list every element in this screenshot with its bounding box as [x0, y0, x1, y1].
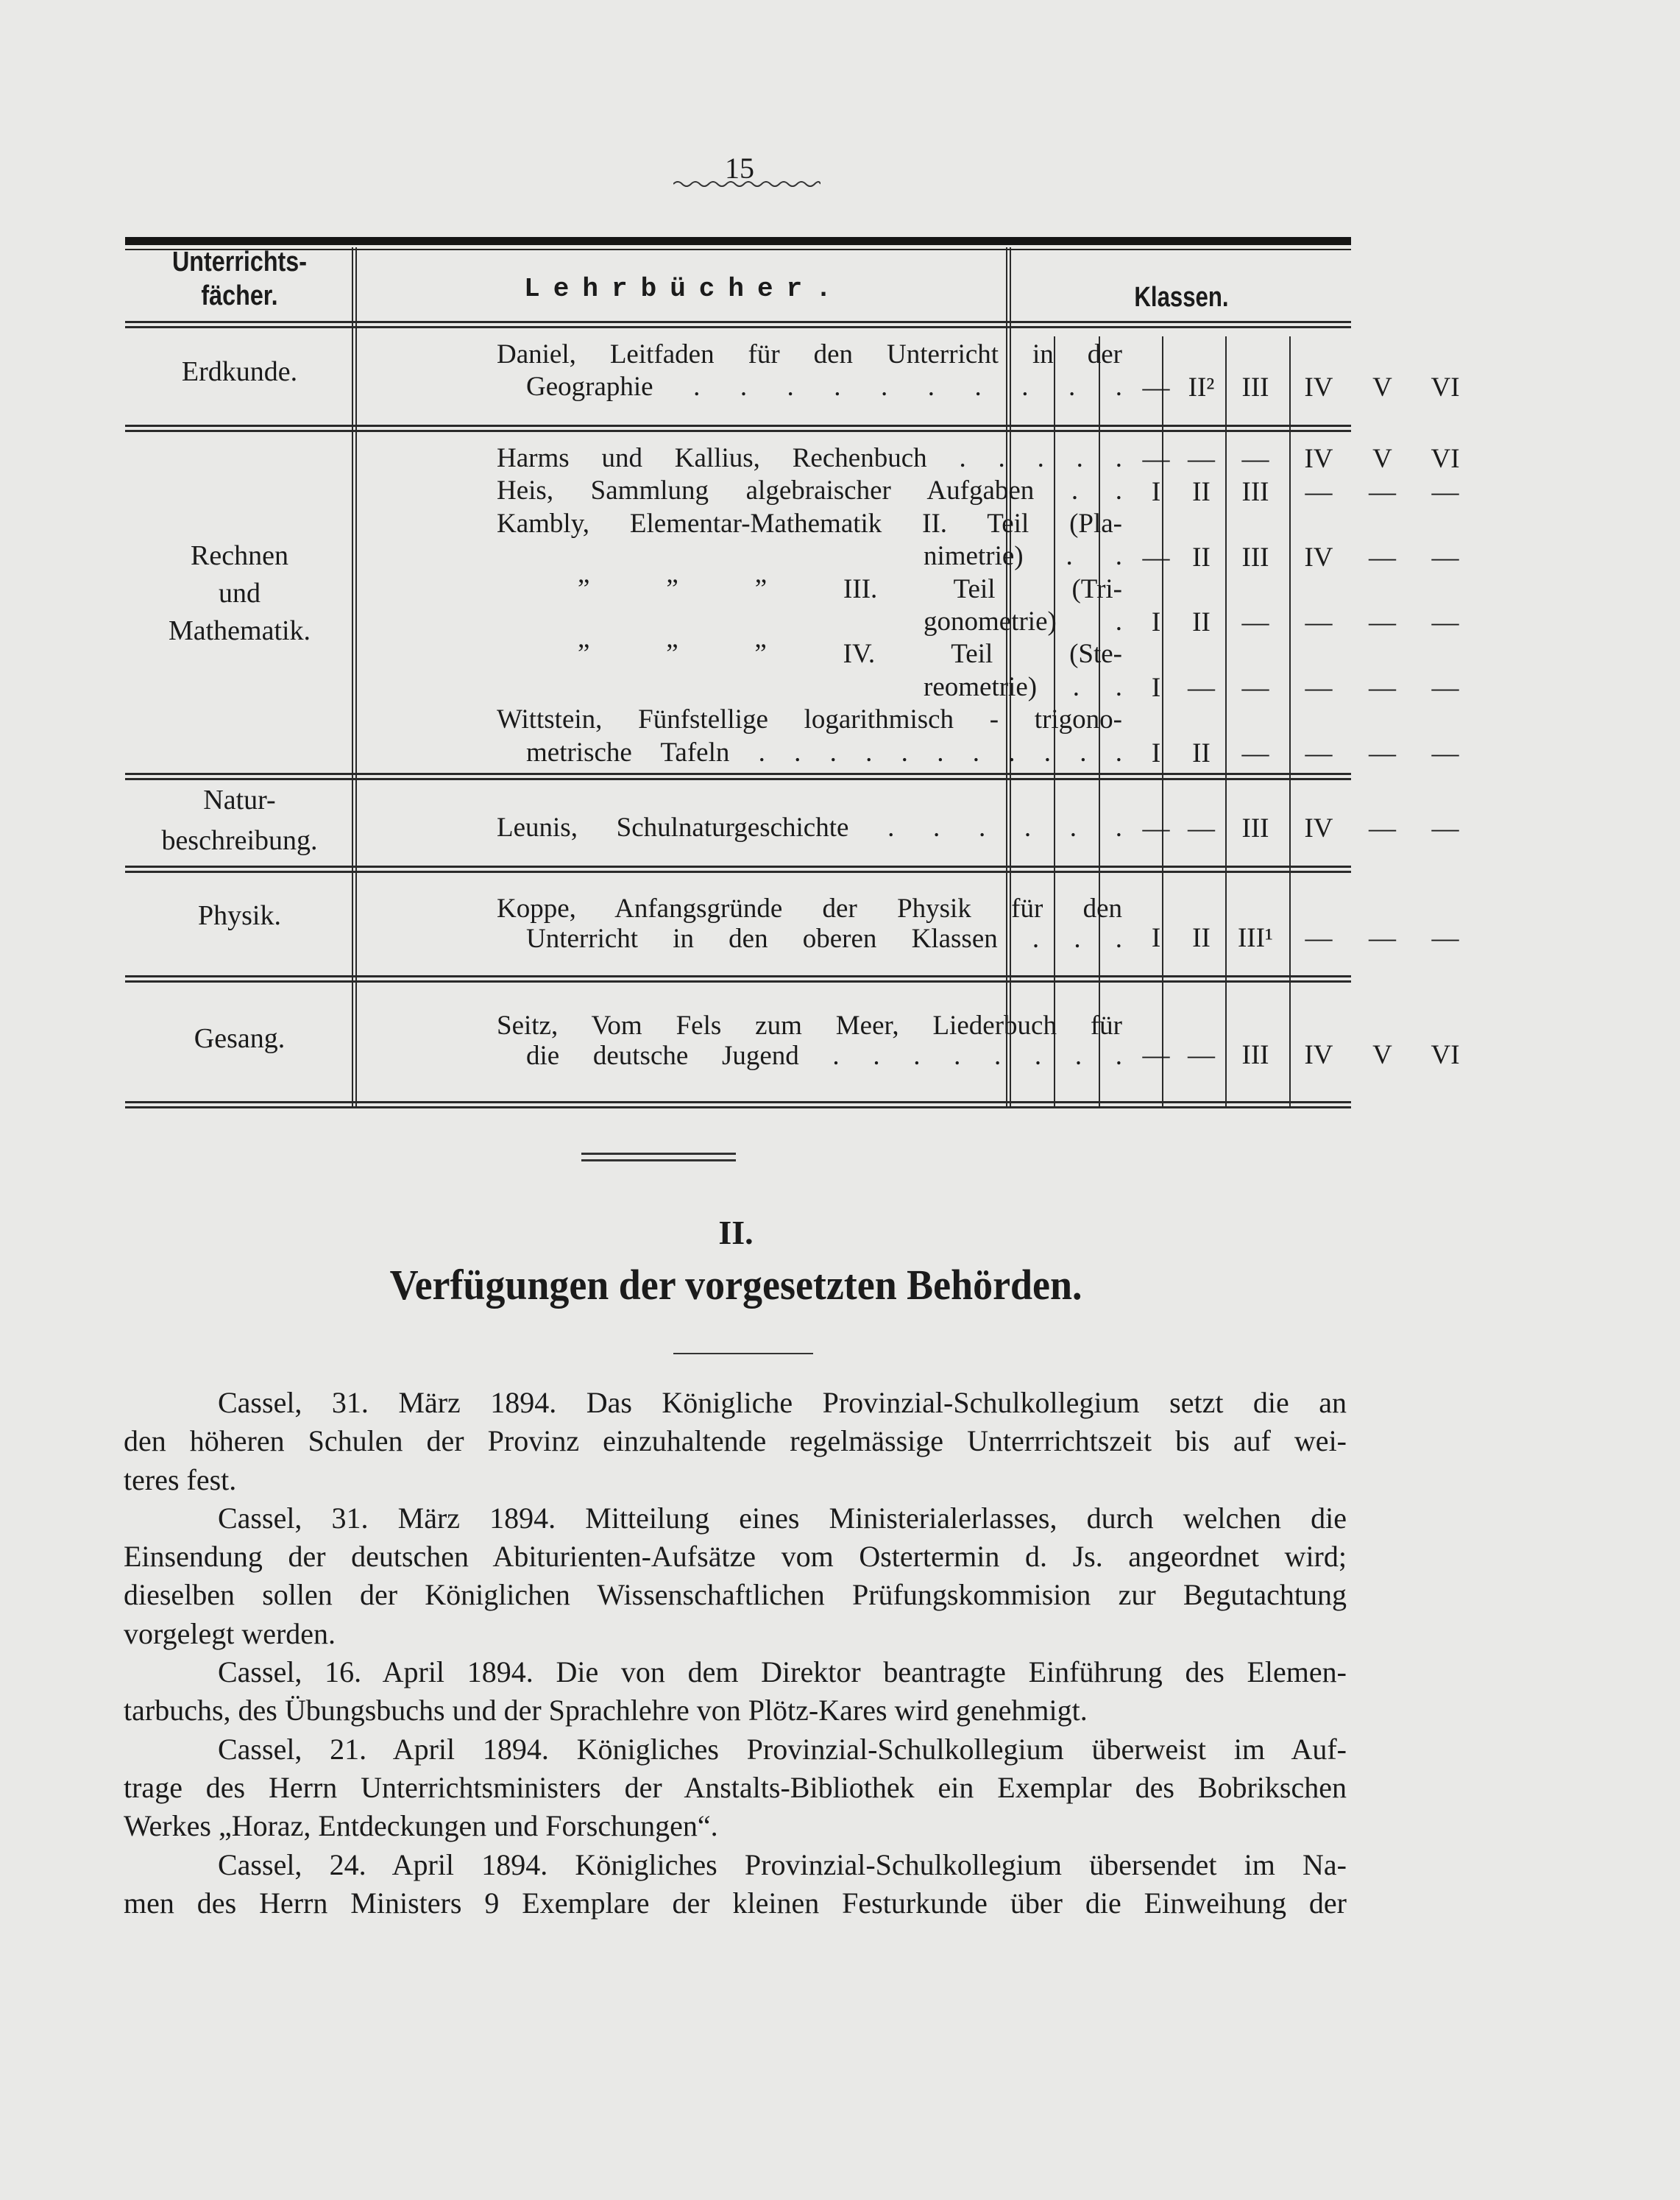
subject-label: Rechnen [191, 540, 288, 571]
textbook-line: nimetrie) . . [924, 541, 1122, 572]
header-subjects-line: fächer. [201, 280, 278, 311]
body-text [124, 1384, 1347, 1923]
subject-cell [125, 780, 354, 861]
class-mark: IV [1304, 1040, 1333, 1070]
class-mark: — [1142, 444, 1170, 475]
class-mark: — [1142, 372, 1170, 403]
textbook-entry [497, 475, 1476, 507]
subject-cell [125, 899, 354, 932]
class-mark: — [1431, 673, 1459, 704]
table-top-rule [125, 237, 1351, 245]
subject-cell [125, 356, 354, 388]
class-mark: — [1431, 813, 1459, 843]
textbook-line: reometrie) . . [924, 671, 1122, 702]
paragraph-line: Cassel, 24. April 1894. Königliches Provinzial-Schulkollegium übersendet im Na- [218, 1847, 1347, 1881]
class-mark: II [1192, 542, 1211, 573]
paragraph-line: vorgelegt werden. [124, 1616, 336, 1650]
class-mark: — [1188, 444, 1215, 475]
paragraph-line: teres fest. [124, 1462, 237, 1496]
textbook-line: Koppe, Anfangsgründe der Physik für den [497, 894, 1122, 924]
class-mark: V [1372, 1040, 1392, 1070]
class-mark: — [1188, 673, 1215, 704]
paragraph-line: den höheren Schulen der Provinz einzuhaltende regelmässige Unterrrichtszeit bis auf wei- [124, 1424, 1347, 1458]
class-marks [1133, 738, 1476, 769]
textbook-title [497, 1011, 1122, 1071]
class-mark: — [1431, 476, 1459, 507]
class-mark: — [1431, 738, 1459, 769]
class-marks [1133, 922, 1476, 954]
subject-label: Mathematik. [168, 615, 311, 646]
textbook-entry [497, 339, 1476, 403]
class-marks [1133, 372, 1476, 403]
class-mark: II [1192, 923, 1211, 953]
class-mark: — [1305, 738, 1333, 769]
textbook-line: Harms und Kallius, Rechenbuch . . . . . [497, 443, 1122, 473]
subject-label: Erdkunde. [181, 356, 298, 387]
class-mark: IV [1304, 813, 1333, 843]
textbook-title [497, 475, 1122, 507]
class-mark: III [1241, 372, 1269, 403]
subject-label: Natur- [203, 785, 276, 816]
paragraph-line: Cassel, 31. März 1894. Das Königliche Provinzial-Schulkollegium setzt die an [218, 1386, 1347, 1419]
textbook-entry [497, 894, 1476, 954]
class-mark: — [1305, 476, 1333, 507]
textbook-line: ” ” ” III. Teil (Tri- [578, 573, 1122, 604]
textbook-title [497, 339, 1122, 403]
textbook-list [497, 442, 1476, 769]
class-mark: — [1142, 542, 1170, 573]
textbook-title [497, 442, 1122, 475]
class-marks [1133, 476, 1476, 508]
class-mark: V [1372, 444, 1392, 475]
table-row [125, 873, 1459, 975]
class-mark: I [1151, 673, 1161, 704]
subject-label: und [219, 578, 260, 609]
subject-cell [125, 1022, 354, 1055]
paragraph-line: Cassel, 31. März 1894. Mitteilung eines Ministerialerlasses, durch welchen die [218, 1501, 1347, 1535]
paragraph-line: Cassel, 21. April 1894. Königliches Provinzial-Schulkollegium überweist im Auf- [218, 1732, 1347, 1766]
section-title: Verfügungen der vorgesetzten Behörden. [389, 1261, 1082, 1309]
class-marks [1133, 542, 1476, 573]
class-mark: — [1142, 1040, 1170, 1070]
paragraph-line: Werkes „Horaz, Entdeckungen und Forschungen“. [124, 1809, 718, 1843]
paragraph-line: tarbuchs, des Übungsbuchs und der Sprachlehre von Plötz-Kares wird genehmigt. [124, 1694, 1088, 1727]
class-mark: — [1369, 542, 1396, 573]
paragraph [124, 1499, 1347, 1653]
textbook-title [497, 573, 1122, 639]
textbook-line: Daniel, Leitfaden für den Unterricht in der [497, 339, 1122, 369]
class-mark: IV [1304, 542, 1333, 573]
row-rule [125, 425, 1351, 432]
textbook-line: Geographie . . . . . . . . . . [526, 372, 1122, 402]
class-mark: — [1241, 738, 1269, 769]
paragraph [124, 1730, 1347, 1846]
textbook-entry [497, 812, 1476, 844]
class-mark: — [1241, 673, 1269, 704]
class-mark: I [1151, 607, 1161, 638]
class-mark: — [1305, 673, 1333, 704]
class-mark: II [1192, 476, 1211, 507]
class-mark: III¹ [1237, 923, 1274, 953]
textbook-title [497, 812, 1122, 844]
textbook-line: ” ” ” IV. Teil (Ste- [578, 639, 1122, 670]
header-rule [125, 321, 1351, 328]
header-subjects-line: Unterrichts- [171, 247, 308, 277]
textbook-entry [497, 1011, 1476, 1071]
paragraph-line: trage des Herrn Unterrichtsministers der Anstalts-Bibliothek ein Exemplar des Bobrikschen [124, 1770, 1347, 1804]
class-mark: — [1241, 444, 1269, 475]
textbook-line: Seitz, Vom Fels zum Meer, Liederbuch für [497, 1011, 1122, 1041]
class-mark: II [1192, 738, 1211, 769]
class-mark: — [1369, 738, 1396, 769]
textbook-entry [497, 508, 1476, 573]
class-mark: — [1369, 607, 1396, 638]
section-number: II. [718, 1214, 754, 1251]
paragraph-line: dieselben sollen der Königlichen Wissenschaftlichen Prüfungskommision zur Begutachtung [124, 1578, 1347, 1612]
class-mark: III [1241, 542, 1269, 573]
class-mark: IV [1304, 372, 1333, 403]
class-mark: III [1241, 1040, 1269, 1070]
textbook-entry [497, 573, 1476, 639]
subject-label: Physik. [198, 900, 281, 931]
class-mark: I [1151, 923, 1161, 953]
textbook-title [497, 638, 1122, 704]
class-mark: — [1188, 813, 1215, 843]
header-textbooks: Lehrbücher. [524, 274, 845, 304]
ornamental-tilde-rule [673, 178, 820, 190]
class-mark: — [1188, 1040, 1215, 1070]
class-marks [1133, 1039, 1476, 1071]
class-mark: III [1241, 476, 1269, 507]
textbook-line: Leunis, Schulnaturgeschichte . . . . . . [497, 813, 1122, 843]
class-marks [1133, 606, 1476, 638]
class-mark: — [1369, 476, 1396, 507]
class-marks [1133, 672, 1476, 704]
paragraph [124, 1384, 1347, 1499]
row-rule [125, 866, 1351, 873]
textbook-line: metrische Tafeln . . . . . . . . . . . [526, 737, 1122, 768]
textbook-title [497, 894, 1122, 954]
class-mark: — [1241, 607, 1269, 638]
class-marks [1133, 443, 1476, 475]
class-mark: — [1431, 542, 1459, 573]
textbook-title [497, 508, 1122, 573]
table-row [125, 328, 1460, 425]
table-row [125, 432, 1460, 773]
class-mark: VI [1431, 372, 1460, 403]
header-classes: Klassen. [1134, 282, 1229, 313]
textbook-entry [497, 638, 1476, 704]
class-mark: I [1151, 738, 1161, 769]
textbook-list [497, 894, 1476, 954]
paragraph-line: men des Herrn Ministers 9 Exemplare der kleinen Festurkunde über die Einweihung der [124, 1886, 1347, 1920]
class-mark: — [1369, 923, 1396, 953]
class-mark: — [1369, 813, 1396, 843]
textbook-line: gonometrie) . [924, 606, 1122, 637]
class-mark: — [1142, 813, 1170, 843]
section-separator-rule [581, 1153, 736, 1161]
class-mark: I [1151, 476, 1161, 507]
class-mark: — [1431, 923, 1459, 953]
class-marks [1133, 813, 1476, 844]
page-number: 15 [725, 152, 754, 185]
class-mark: — [1369, 673, 1396, 704]
paragraph [124, 1846, 1347, 1923]
class-mark: — [1305, 607, 1333, 638]
class-mark: — [1305, 923, 1333, 953]
row-rule [125, 975, 1351, 983]
textbook-entry [497, 442, 1476, 475]
class-mark: II² [1188, 372, 1215, 403]
title-rule [673, 1353, 813, 1354]
header-subjects [142, 245, 336, 313]
textbook-list [497, 812, 1476, 844]
class-mark: III [1241, 813, 1269, 843]
table-row [125, 983, 1460, 1101]
class-mark: VI [1431, 444, 1460, 475]
class-mark: — [1431, 607, 1459, 638]
class-mark: V [1372, 372, 1392, 403]
textbook-line: Unterricht in den oberen Klassen . . . [526, 924, 1122, 954]
paragraph-line: Einsendung der deutschen Abiturienten-Aufsätze vom Ostertermin d. Js. angeordnet wird; [124, 1540, 1347, 1574]
table-row [125, 780, 1459, 866]
class-mark: VI [1431, 1040, 1460, 1070]
textbook-line: Heis, Sammlung algebraischer Aufgaben . . [497, 475, 1122, 506]
table-bottom-rule [125, 1101, 1351, 1108]
textbook-entry [497, 704, 1476, 769]
row-rule [125, 773, 1351, 780]
textbook-list [497, 1011, 1476, 1071]
subject-cell [125, 537, 354, 650]
textbook-line: die deutsche Jugend . . . . . . . . [526, 1041, 1122, 1071]
paragraph [124, 1653, 1347, 1730]
paragraph-line: Cassel, 16. April 1894. Die von dem Direktor beantragte Einführung des Elemen- [218, 1655, 1347, 1689]
textbook-list [497, 339, 1476, 403]
subject-label: Gesang. [194, 1023, 286, 1054]
subject-label: beschreibung. [161, 825, 318, 856]
textbook-line: Wittstein, Fünfstellige logarithmisch - trigono- [497, 704, 1122, 735]
textbook-title [497, 704, 1122, 769]
class-mark: IV [1304, 444, 1333, 475]
class-mark: II [1192, 607, 1211, 638]
textbook-line: Kambly, Elementar-Mathematik II. Teil (Pla- [497, 508, 1122, 539]
